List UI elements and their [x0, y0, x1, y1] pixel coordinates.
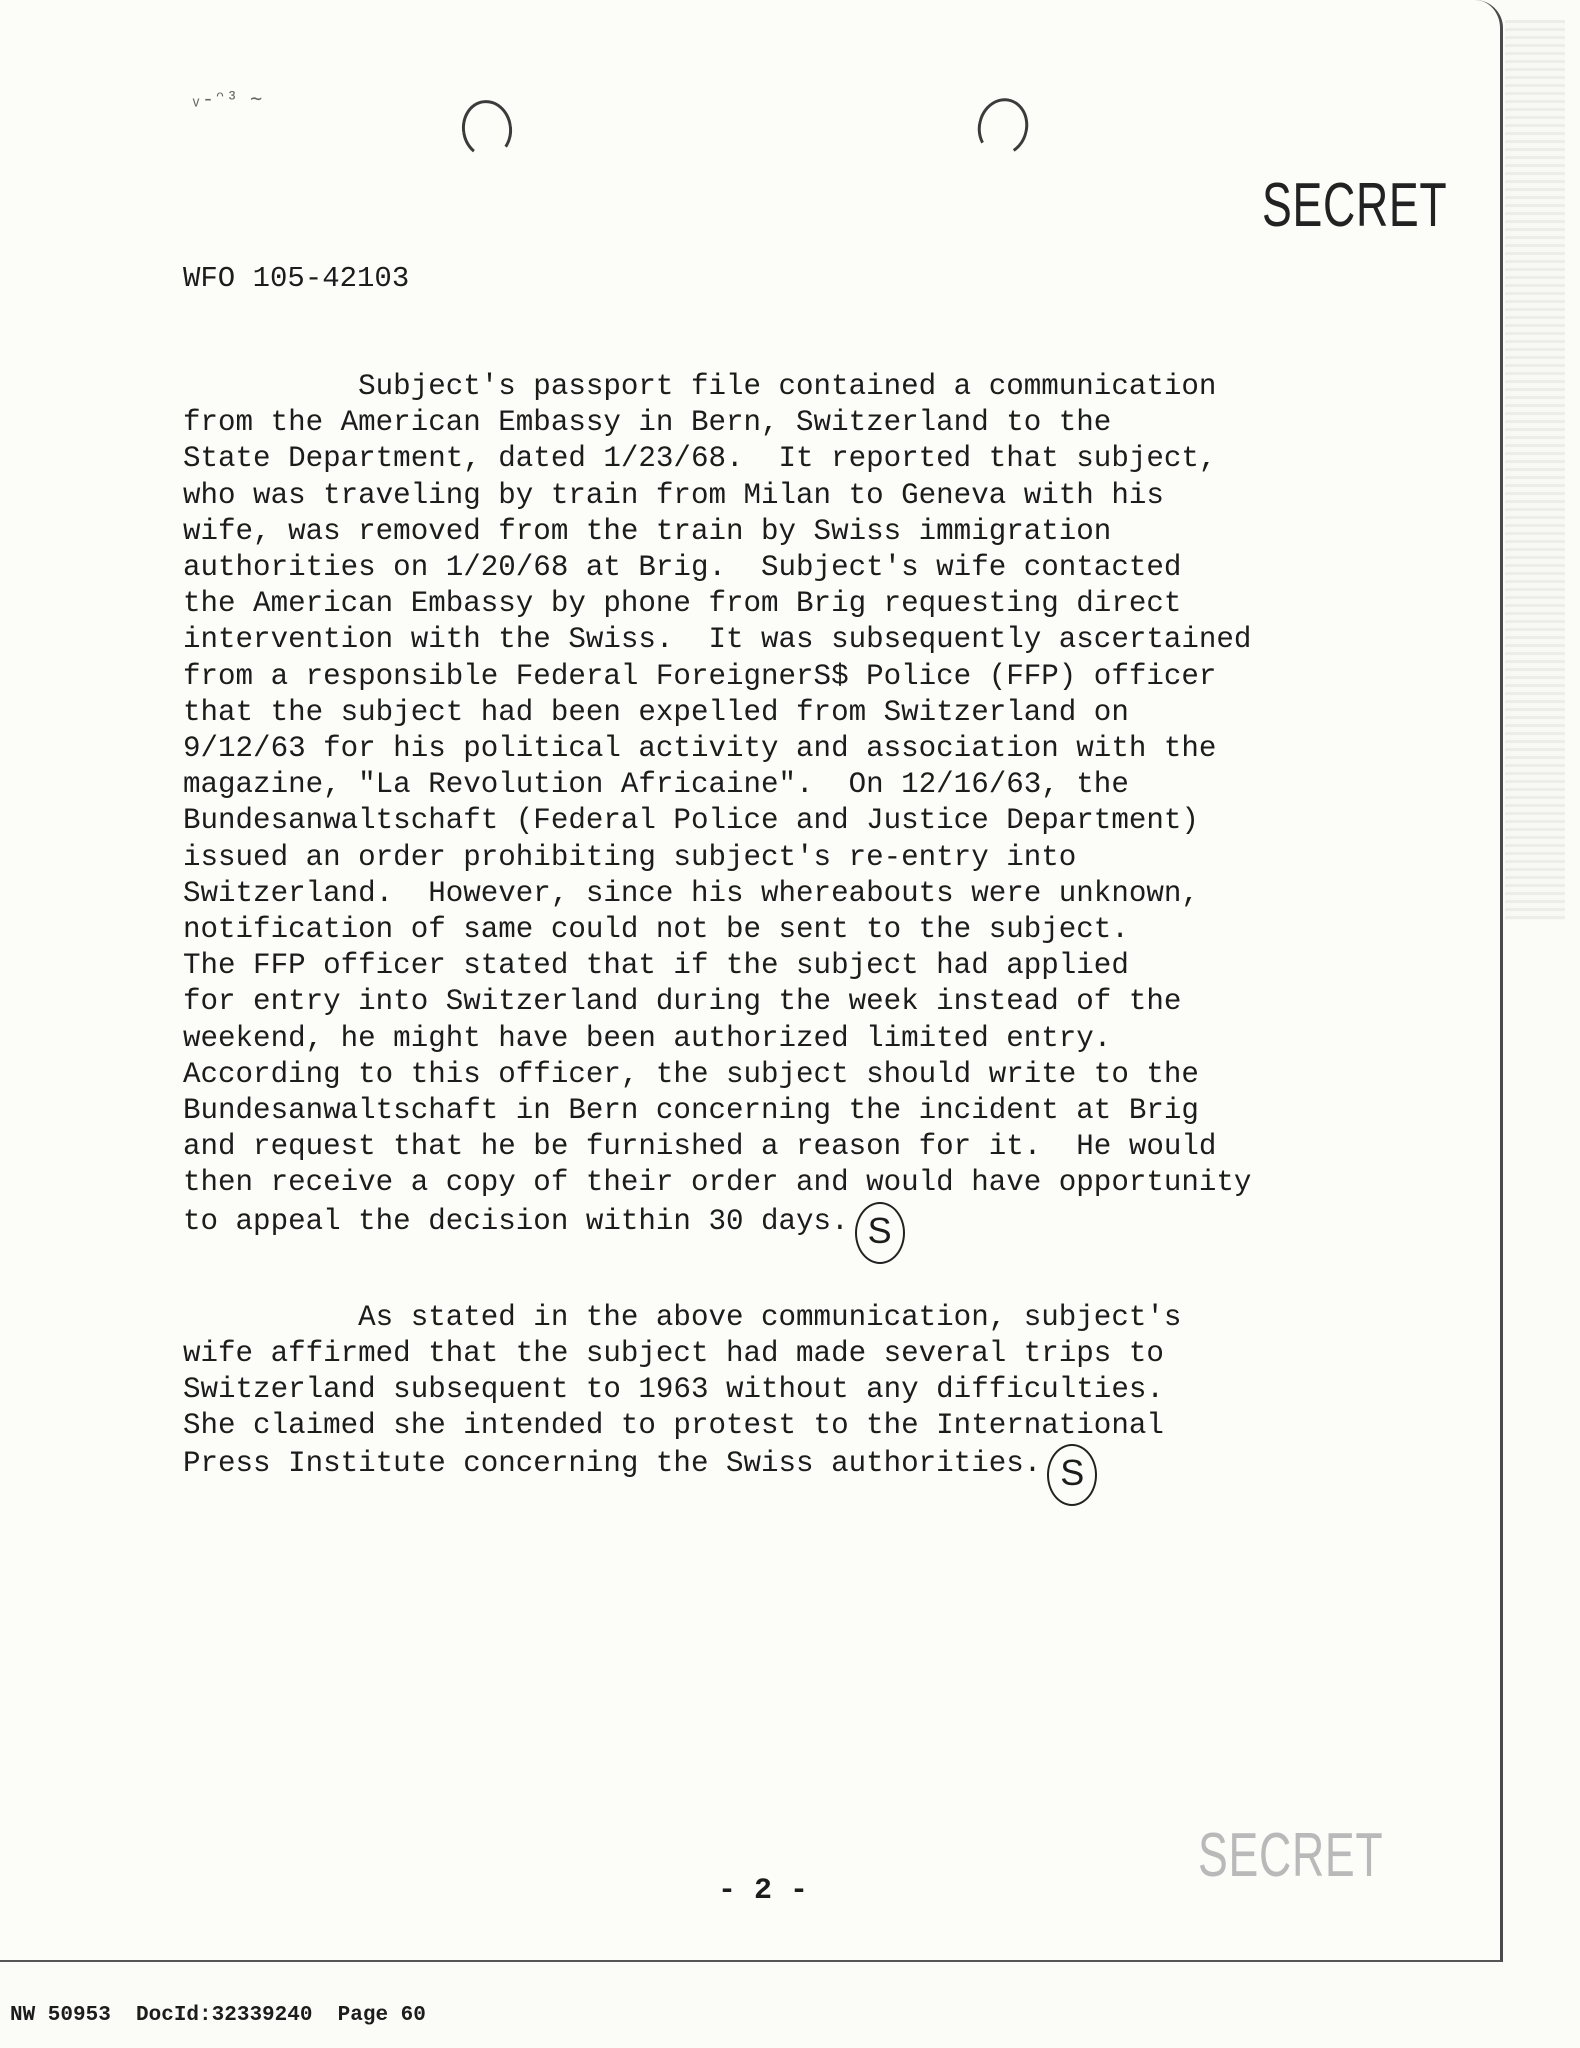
paragraph-2	[183, 1300, 1343, 1507]
paragraph-1	[183, 369, 1343, 1264]
handwritten-scribble: ᵥ-ᵔ³ ∼	[190, 89, 263, 112]
paragraph-2-text: As stated in the above communication, subject's wife affirmed that the subject had made several trips to Switzerland subsequent to 1963 without any difficulties. She claimed she intended to protest to the International Press Institute concerning the Swiss authorities.	[183, 1300, 1182, 1481]
classification-mark-circled-s: S	[855, 1202, 905, 1264]
paragraph-1-text: Subject's passport file contained a communication from the American Embassy in Bern, Switzerland to the State Department, dated 1/23/68. It reported that subject, who was traveling by train from Milan to Geneva with his wife, was removed from the train by Swiss immigration authorities on 1/20/68 at Brig. Subject's wife contacted the American Embassy by phone from Brig requesting direct intervention with the Swiss. It was subsequently ascertained from a responsible Federal ForeignerS$ Police (FFP) officer that the subject had been expelled from Switzerland on 9/12/63 for his political activity and association with the magazine, "La Revolution Africaine". On 12/16/63, the Bundesanwaltschaft (Federal Police and Justice Department) issued an order prohibiting subject's re-entry into Switzerland. However, since his whereabouts were unknown, notification of same could not be sent to the subject. The FFP officer stated that if the subject had applied for entry into Switzerland during the week instead of the weekend, he might have been authorized limited entry. According to this officer, the subject should write to the Bundesanwaltschaft in Bern concerning the incident at Brig and request that he be furnished a reason for it. He would then receive a copy of their order and would have opportunity to appeal the decision within 30 days.	[183, 370, 1252, 1238]
archive-footer: NW 50953 DocId:32339240 Page 60	[10, 2004, 426, 2027]
paragraph-gap	[183, 1264, 1343, 1300]
classification-bottom: SECRET	[1198, 1821, 1384, 1890]
document-body	[183, 369, 1343, 1506]
classification-mark-circled-s: S	[1047, 1444, 1097, 1506]
page-number: - 2 -	[718, 1874, 809, 1908]
scanned-page-edge	[1505, 20, 1565, 920]
file-number: WFO 105-42103	[183, 262, 410, 295]
classification-top: SECRET	[1262, 171, 1448, 240]
